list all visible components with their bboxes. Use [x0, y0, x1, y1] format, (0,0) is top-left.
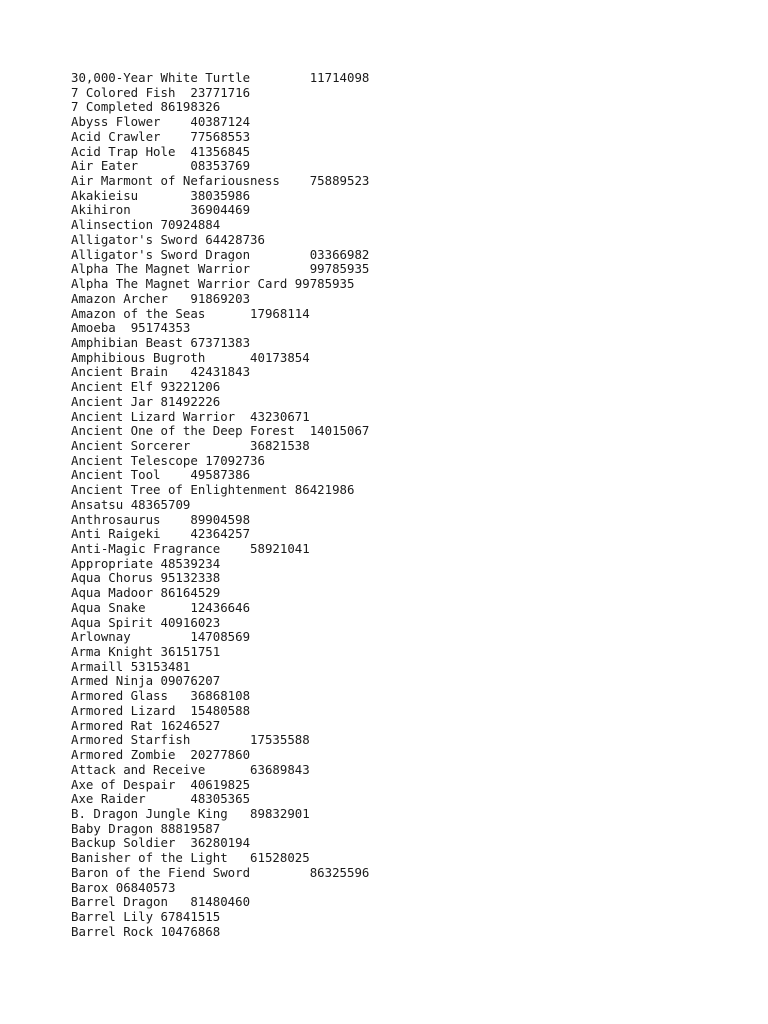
card-entry-line: Backup Soldier 36280194 [71, 835, 251, 851]
card-entry-line: Axe Raider 48305365 [71, 791, 251, 807]
card-entry-line: Axe of Despair 40619825 [71, 776, 251, 792]
card-entry-line: Alpha The Magnet Warrior Card 99785935 [71, 276, 355, 292]
card-entry-line: Amphibious Bugroth 40173854 [71, 349, 310, 365]
card-entry-line: Ancient Tree of Enlightenment 86421986 [71, 482, 355, 498]
card-entry-line: Ancient Brain 42431843 [71, 364, 251, 380]
card-entry-line: Ancient Telescope 17092736 [71, 452, 265, 468]
card-entry-line: Ancient Elf 93221206 [71, 379, 221, 395]
card-entry-line: Amazon Archer 91869203 [71, 290, 251, 306]
card-entry-line: Barrel Lily 67841515 [71, 908, 221, 924]
card-entry-line: Anthrosaurus 89904598 [71, 511, 251, 527]
card-entry-line: Akakieisu 38035986 [71, 187, 251, 203]
card-entry-line: Ancient Tool 49587386 [71, 467, 251, 483]
card-entry-line: Amazon of the Seas 17968114 [71, 305, 310, 321]
card-entry-line: Alpha The Magnet Warrior 99785935 [71, 261, 370, 277]
card-entry-line: B. Dragon Jungle King 89832901 [71, 805, 310, 821]
card-entry-line: Air Eater 08353769 [71, 158, 251, 174]
card-entry-line: Armored Rat 16246527 [71, 717, 221, 733]
card-entry-line: Air Marmont of Nefariousness 75889523 [71, 173, 370, 189]
card-entry-line: Amphibian Beast 67371383 [71, 334, 251, 350]
card-entry-line: Anti-Magic Fragrance 58921041 [71, 541, 310, 556]
card-entry-line: Banisher of the Light 61528025 [71, 850, 310, 866]
card-entry-line: Baby Dragon 88819587 [71, 820, 221, 836]
card-entry-line: Arlownay 14708569 [71, 629, 251, 645]
card-entry-line: Ancient Sorcerer 36821538 [71, 437, 310, 453]
card-entry-line: Acid Crawler 77568553 [71, 128, 251, 144]
card-entry-line: Acid Trap Hole 41356845 [71, 143, 251, 159]
card-entry-line: Anti Raigeki 42364257 [71, 526, 251, 542]
card-entry-line: Armored Glass 36868108 [71, 688, 251, 704]
card-entry-line: Abyss Flower 40387124 [71, 114, 251, 130]
card-entry-line: Ancient One of the Deep Forest 14015067 [71, 423, 370, 439]
card-entry-line: Amoeba 95174353 [71, 320, 191, 336]
card-entry-line: Appropriate 48539234 [71, 555, 221, 571]
card-entry-line: Aqua Chorus 95132338 [71, 570, 221, 586]
card-list [71, 71, 731, 939]
card-entry-line: Alinsection 70924884 [71, 217, 221, 233]
card-entry-line: Ancient Lizard Warrior 43230671 [71, 408, 310, 424]
card-entry-line: Armaill 53153481 [71, 658, 191, 674]
card-entry-line: 7 Colored Fish 23771716 [71, 84, 251, 100]
card-entry-line: Aqua Snake 12436646 [71, 599, 251, 615]
card-entry-line: Barox 06840573 [71, 879, 176, 895]
card-entry-line: Armored Starfish 17535588 [71, 732, 310, 748]
card-entry-line: 30,000-Year White Turtle 11714098 [71, 70, 370, 85]
card-entry-line: Alligator's Sword Dragon 03366982 [71, 246, 370, 262]
card-entry-line: Armored Zombie 20277860 [71, 747, 251, 763]
card-entry-line: Barrel Dragon 81480460 [71, 894, 251, 910]
card-entry-line: Baron of the Fiend Sword 86325596 [71, 864, 370, 880]
card-entry-line: Aqua Spirit 40916023 [71, 614, 221, 630]
card-entry-line: Ancient Jar 81492226 [71, 393, 221, 409]
card-entry-line: Armored Lizard 15480588 [71, 702, 251, 718]
card-entry-line: Attack and Receive 63689843 [71, 761, 310, 777]
card-entry-line: Barrel Rock 10476868 [71, 923, 221, 939]
card-entry-line: Alligator's Sword 64428736 [71, 231, 265, 247]
card-entry-line: 7 Completed 86198326 [71, 99, 221, 115]
card-entry-line: Arma Knight 36151751 [71, 644, 221, 660]
card-entry-line: Aqua Madoor 86164529 [71, 585, 221, 601]
card-entry-line: Ansatsu 48365709 [71, 496, 191, 512]
card-entry-line: Armed Ninja 09076207 [71, 673, 221, 689]
document-page [71, 71, 731, 939]
card-entry-line: Akihiron 36904469 [71, 202, 251, 218]
